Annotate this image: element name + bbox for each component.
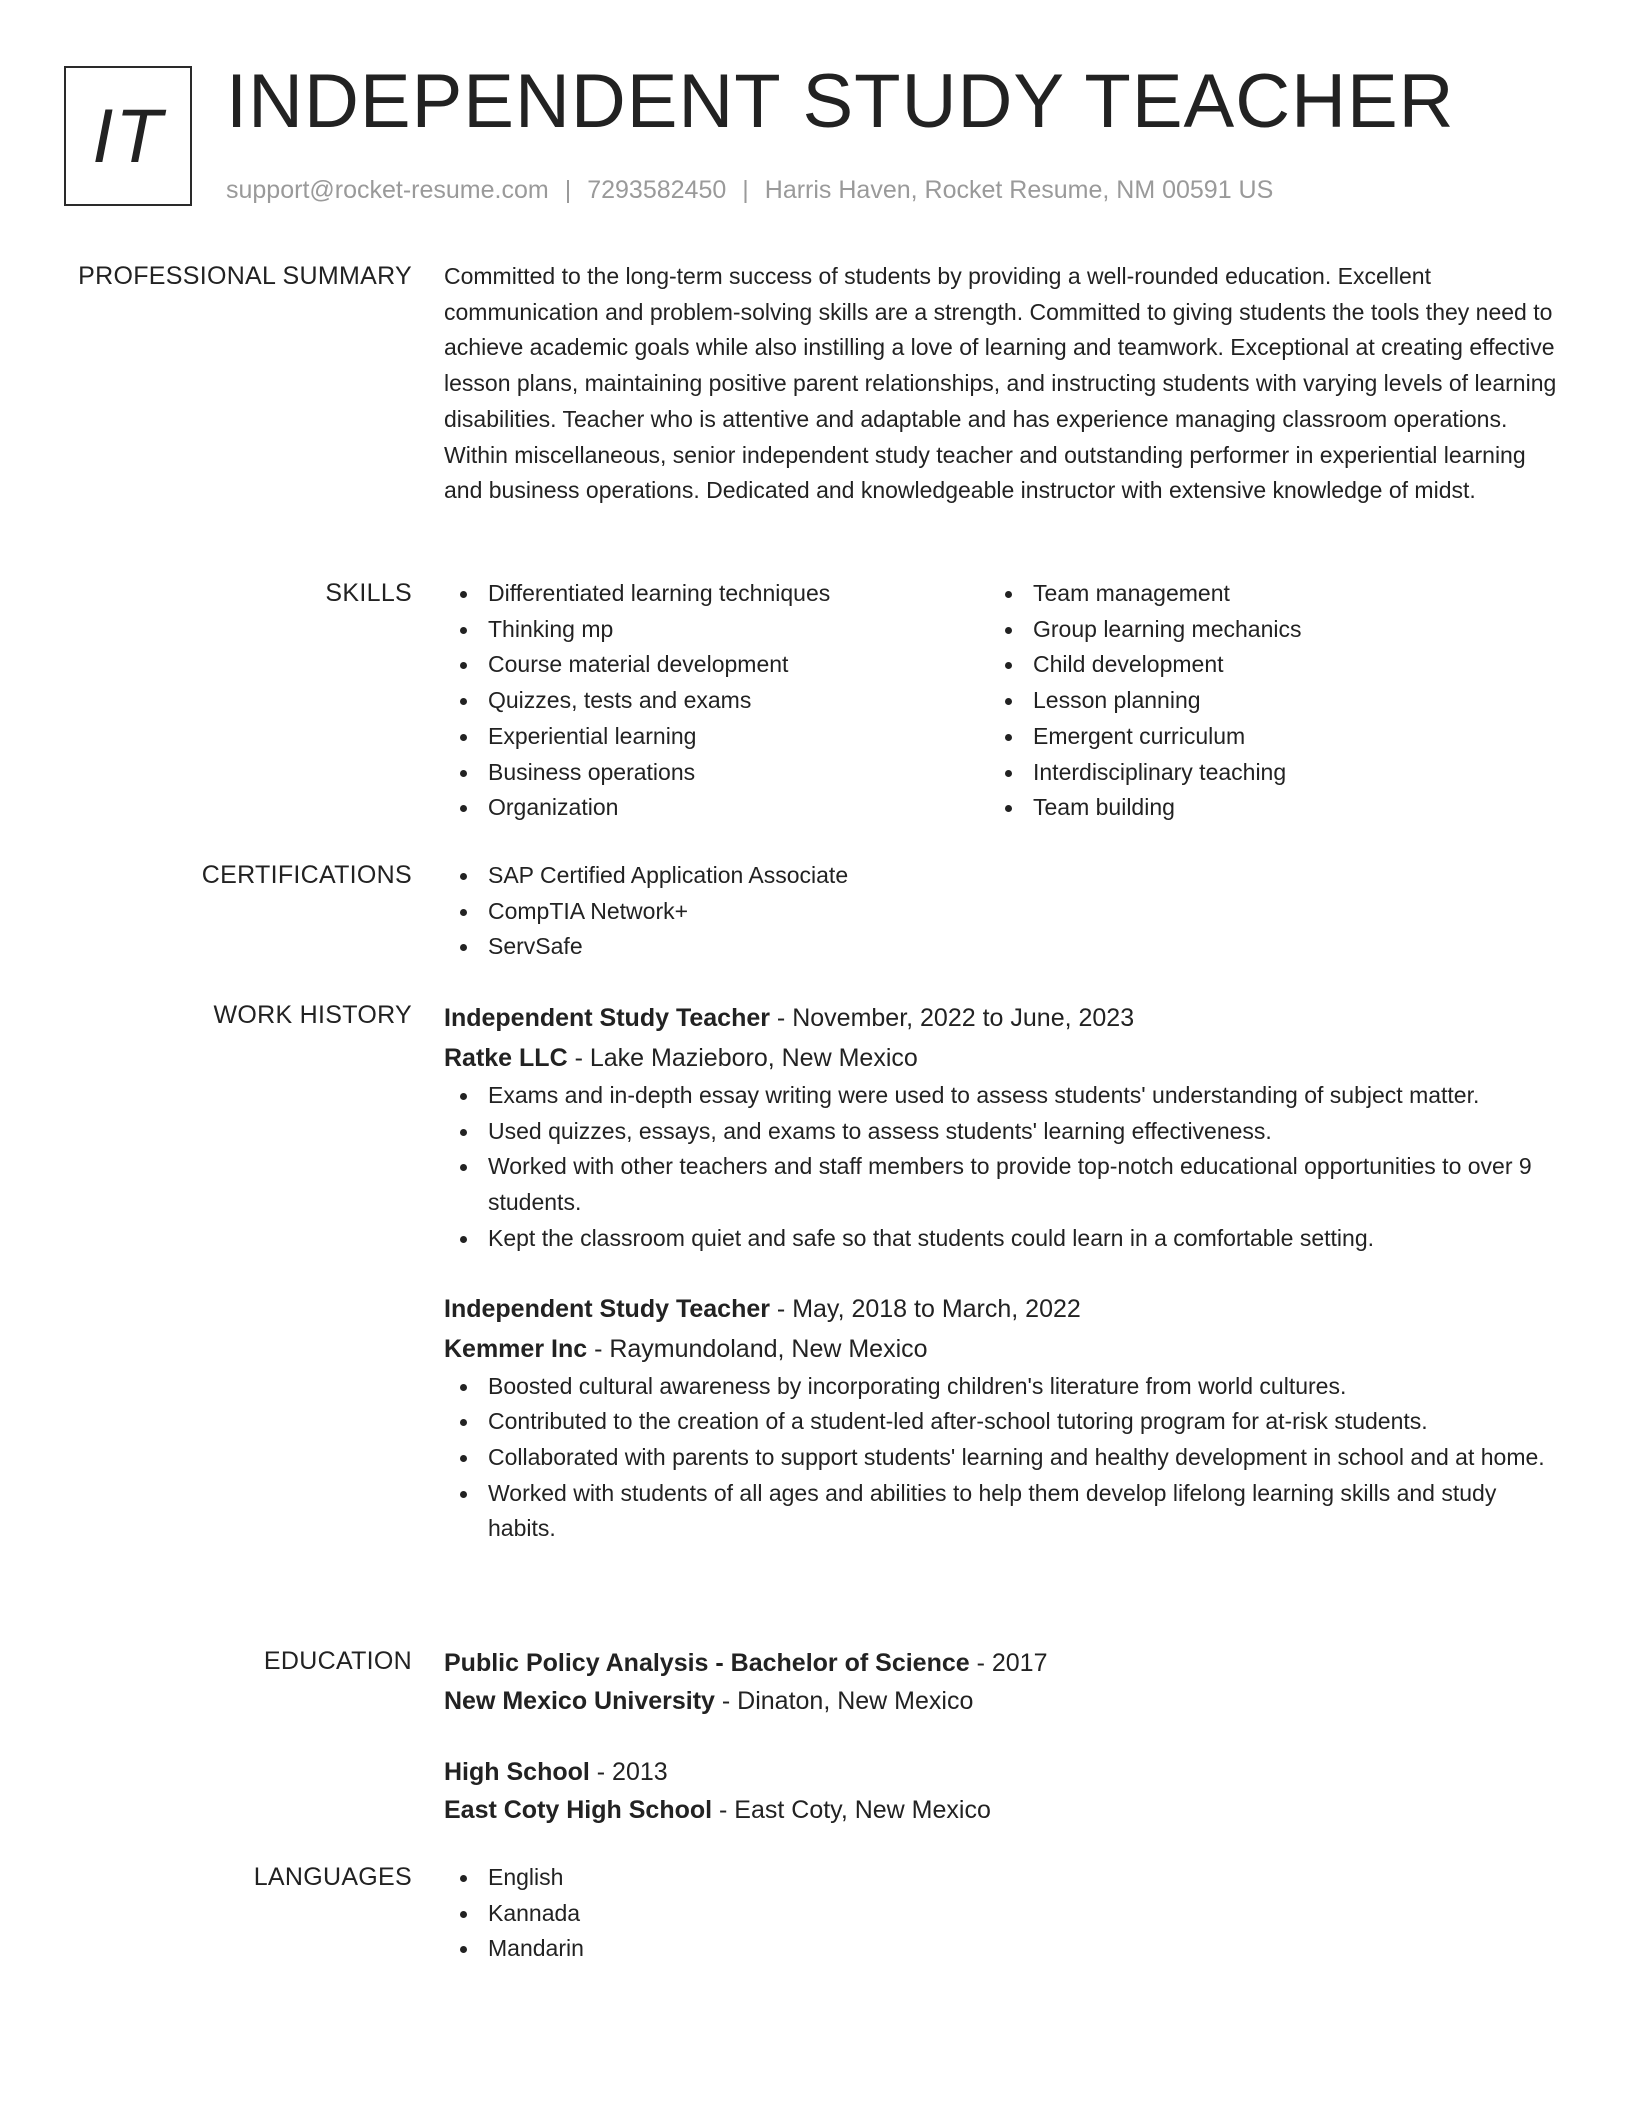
- list-item: Kept the classroom quiet and safe so that students could learn in a comfortable setting.: [444, 1221, 1569, 1257]
- job-dates: - May, 2018 to March, 2022: [769, 1294, 1081, 1323]
- section-label-skills: SKILLS: [325, 579, 412, 607]
- list-item: Worked with other teachers and staff members to provide top-notch educational opportunities to over 9 students.: [444, 1149, 1569, 1220]
- list-item: Child development: [989, 647, 1534, 683]
- list-item: ServSafe: [444, 929, 1569, 965]
- contact-address: Harris Haven, Rocket Resume, NM 00591 US: [764, 176, 1274, 204]
- list-item: Lesson planning: [989, 683, 1534, 719]
- job-company-line: [444, 1329, 1569, 1369]
- education-school-line: [444, 1791, 1569, 1829]
- contact-email: support@rocket-resume.com: [226, 176, 549, 204]
- list-item: Mandarin: [444, 1931, 1569, 1967]
- education-degree: High School: [444, 1758, 590, 1786]
- list-item: Exams and in-depth essay writing were used to assess students' understanding of subject matter.: [444, 1078, 1569, 1114]
- summary-text: Committed to the long-term success of students by providing a well-rounded education. Excellent communication and problem-solving skills are a strength. Committed to giving students the tools they need to achieve academic goals while also instilling a love of learning and teamwork. Exceptional at creating effective lesson plans, maintaining positive parent relationships, and instructing students with varying levels of learning disabilities. Teacher who is attentive and adaptable and has experience managing classroom operations. Within miscellaneous, senior independent study teacher and outstanding performer in experiential learning and business operations. Dedicated and knowledgeable instructor with extensive knowledge of midst.: [444, 263, 1557, 504]
- section-label-languages: LANGUAGES: [253, 1863, 412, 1891]
- education-school: New Mexico University: [444, 1687, 715, 1715]
- list-item: Team building: [989, 790, 1534, 826]
- contact-separator: |: [742, 176, 749, 204]
- list-item: Emergent curriculum: [989, 719, 1534, 755]
- education-location: - Dinaton, New Mexico: [714, 1687, 974, 1715]
- monogram-logo: IT: [64, 66, 192, 206]
- list-item: Quizzes, tests and exams: [444, 683, 989, 719]
- list-item: Business operations: [444, 755, 989, 791]
- list-item: Worked with students of all ages and abilities to help them develop lifelong learning skills and study habits.: [444, 1476, 1569, 1547]
- education-school: East Coty High School: [444, 1796, 713, 1824]
- job-dates: - November, 2022 to June, 2023: [769, 1004, 1135, 1032]
- list-item: Differentiated learning techniques: [444, 576, 989, 612]
- list-item: Collaborated with parents to support students' learning and healthy development in school and at home.: [444, 1440, 1569, 1476]
- education-degree-line: [444, 1644, 1569, 1682]
- page-title: INDEPENDENT STUDY TEACHER: [226, 59, 1455, 144]
- education-school-line: [444, 1682, 1569, 1720]
- section-label-certifications: CERTIFICATIONS: [201, 861, 412, 889]
- list-item: CompTIA Network+: [444, 894, 1569, 930]
- list-item: Thinking mp: [444, 612, 989, 648]
- education-body: [444, 1644, 1569, 1829]
- list-item: Interdisciplinary teaching: [989, 755, 1534, 791]
- section-label-education: EDUCATION: [263, 1647, 412, 1675]
- list-item: Group learning mechanics: [989, 612, 1534, 648]
- job-title-line: [444, 998, 1569, 1038]
- section-label-work-history: WORK HISTORY: [213, 1001, 412, 1029]
- list-item: SAP Certified Application Associate: [444, 858, 1569, 894]
- education-entry: [444, 1644, 1569, 1720]
- languages-list: [444, 1860, 1569, 1967]
- education-year: - 2013: [589, 1758, 668, 1786]
- job-location: - Raymundoland, New Mexico: [587, 1334, 928, 1363]
- job-title-line: [444, 1289, 1569, 1329]
- job-bullets: [444, 1369, 1569, 1548]
- list-item: Boosted cultural awareness by incorporating children's literature from world cultures.: [444, 1369, 1569, 1405]
- summary-body: [444, 259, 1569, 509]
- work-body: [444, 998, 1569, 1547]
- list-item: Team management: [989, 576, 1534, 612]
- education-entry: [444, 1753, 1569, 1829]
- education-degree-line: [444, 1753, 1569, 1791]
- contact-separator: |: [564, 176, 572, 204]
- list-item: Kannada: [444, 1896, 1569, 1932]
- contact-line: [226, 175, 1273, 205]
- skills-list-left: [444, 576, 989, 826]
- job-company: Ratke LLC: [444, 1044, 568, 1072]
- list-item: Contributed to the creation of a student-led after-school tutoring program for at-risk students.: [444, 1404, 1569, 1440]
- job-title: Independent Study Teacher: [444, 1004, 770, 1032]
- list-item: Course material development: [444, 647, 989, 683]
- job-location: - Lake Mazieboro, New Mexico: [567, 1044, 918, 1072]
- job-entry: [444, 998, 1569, 1257]
- languages-body: [444, 1860, 1569, 1967]
- skills-columns: [444, 576, 1569, 826]
- list-item: English: [444, 1860, 1569, 1896]
- education-degree: Public Policy Analysis - Bachelor of Science: [444, 1649, 970, 1677]
- skills-list-right: [989, 576, 1534, 826]
- certifications-body: [444, 858, 1569, 965]
- skills-body: [444, 576, 1569, 826]
- certifications-list: [444, 858, 1569, 965]
- education-location: - East Coty, New Mexico: [712, 1796, 991, 1824]
- job-company: Kemmer Inc: [444, 1334, 588, 1363]
- job-title: Independent Study Teacher: [444, 1294, 770, 1323]
- job-company-line: [444, 1038, 1569, 1078]
- contact-phone: 7293582450: [587, 176, 727, 204]
- job-entry: [444, 1289, 1569, 1548]
- section-label-summary: PROFESSIONAL SUMMARY: [78, 262, 412, 290]
- education-year: - 2017: [969, 1649, 1048, 1677]
- list-item: Experiential learning: [444, 719, 989, 755]
- list-item: Used quizzes, essays, and exams to assess students' learning effectiveness.: [444, 1114, 1569, 1150]
- job-bullets: [444, 1078, 1569, 1257]
- list-item: Organization: [444, 790, 989, 826]
